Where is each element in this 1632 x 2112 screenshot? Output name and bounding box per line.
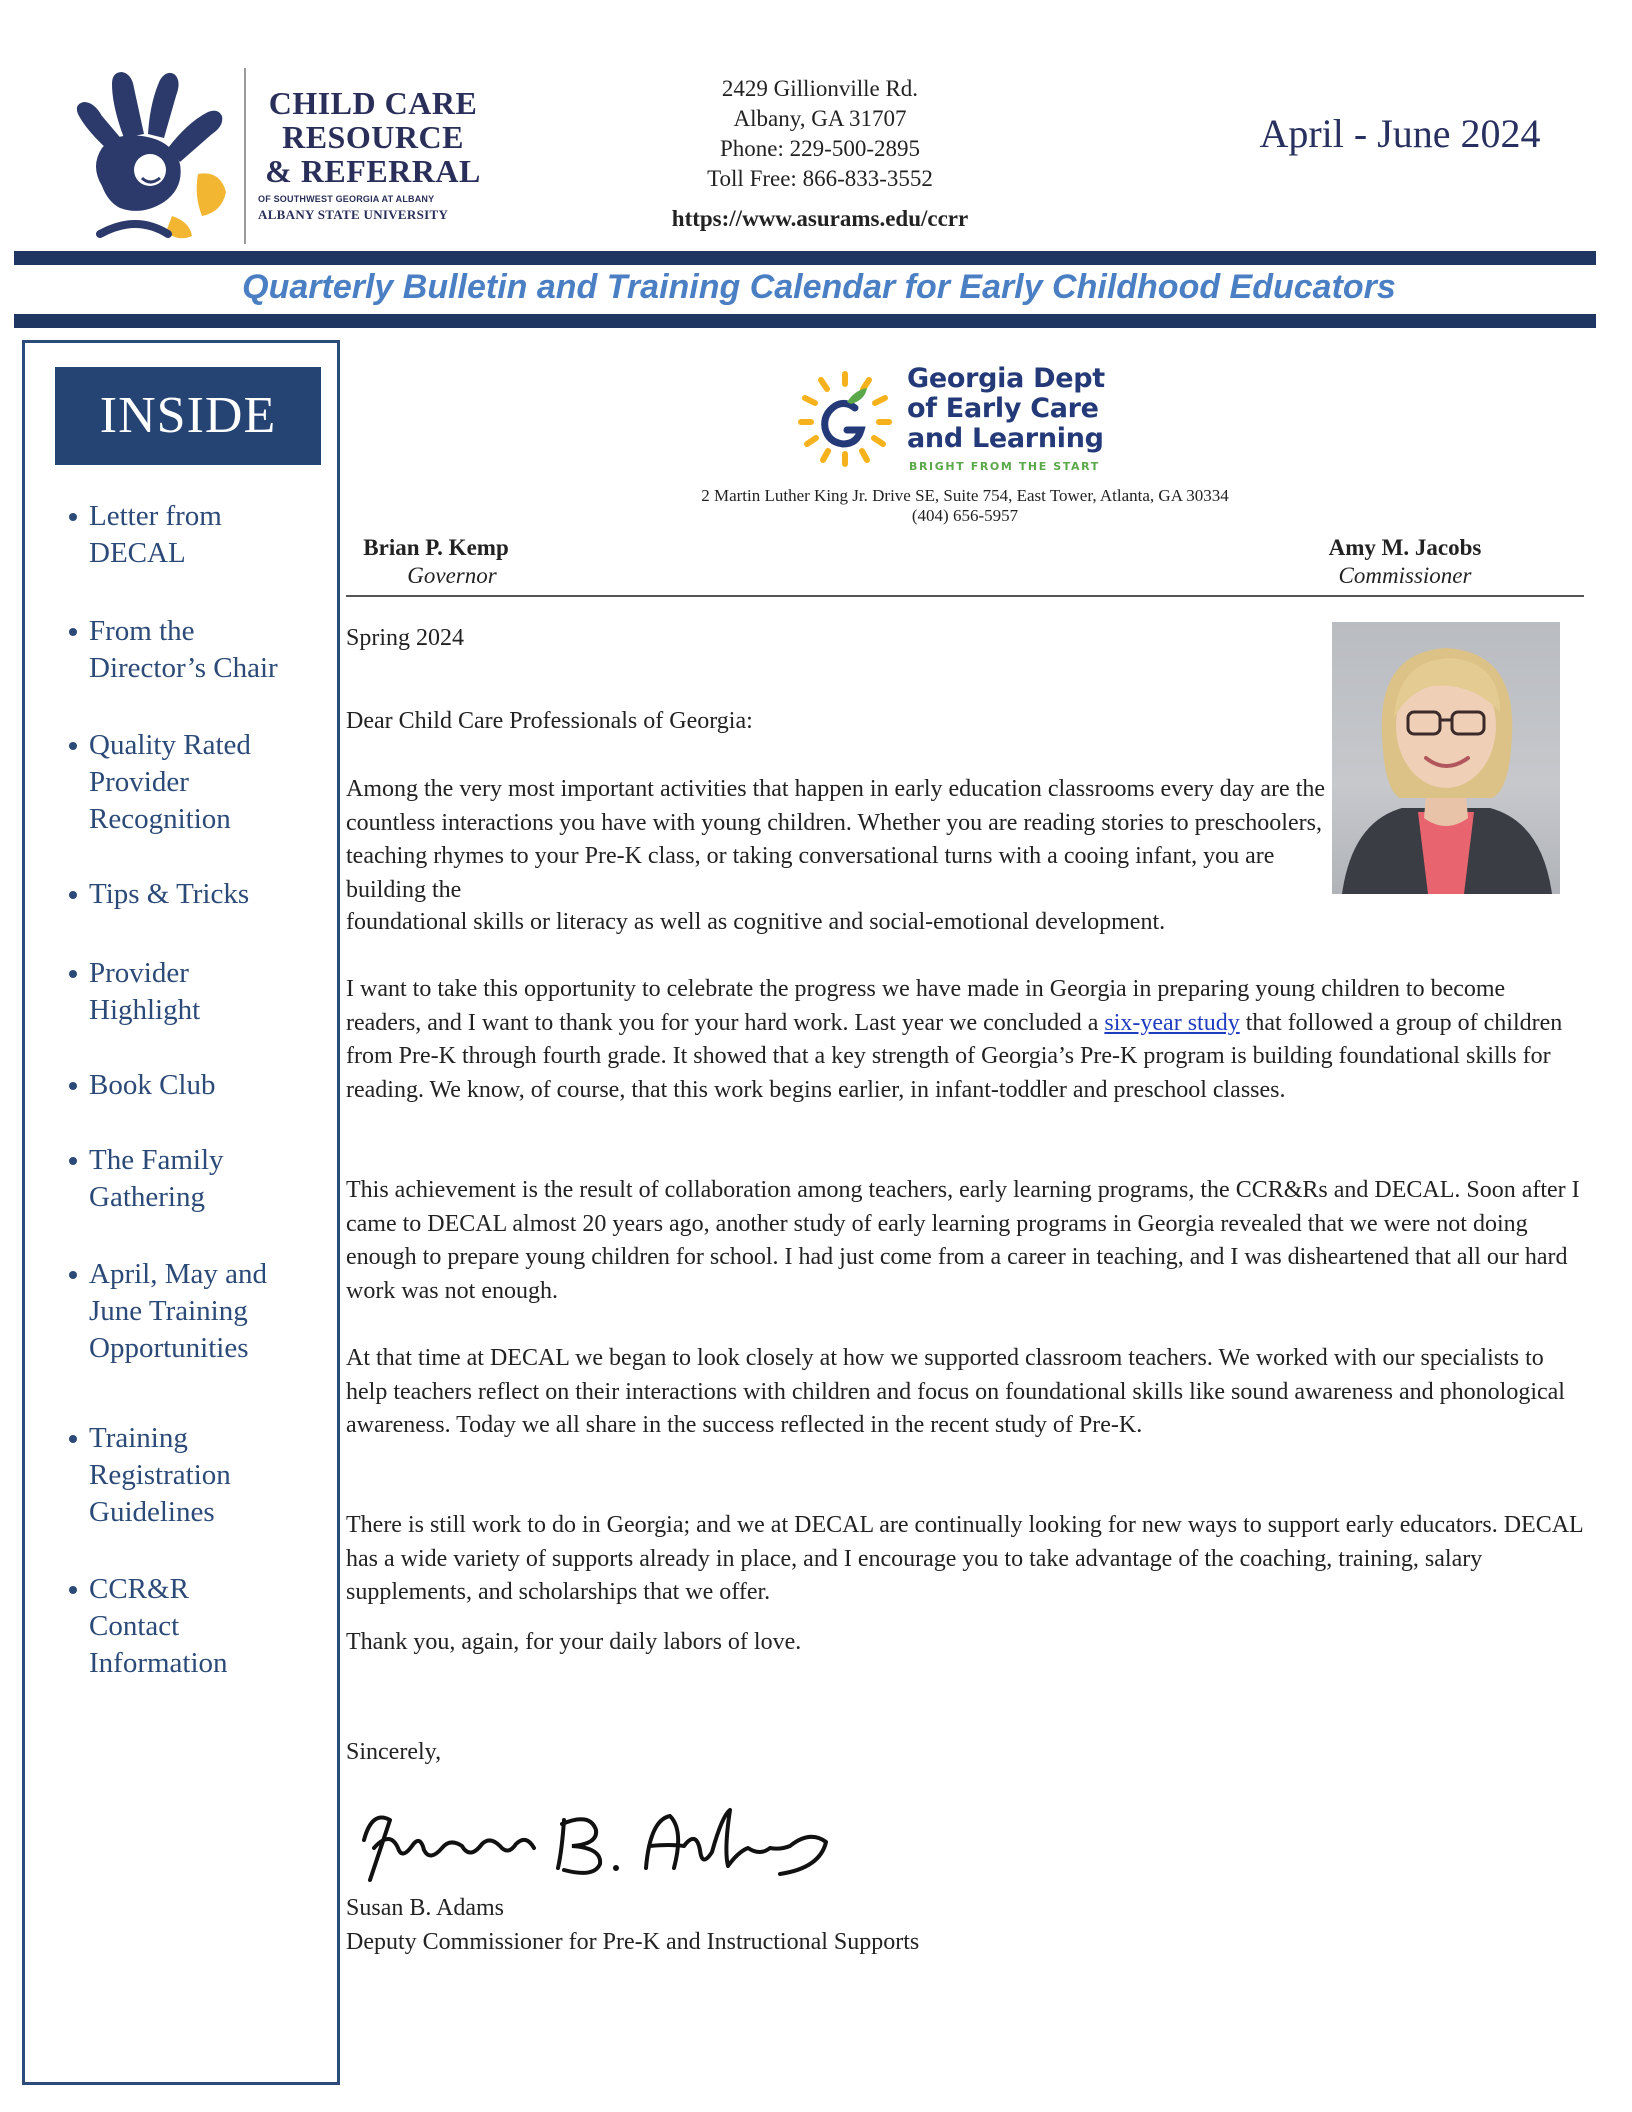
toc-item-line: April, May and: [89, 1258, 267, 1290]
website-link[interactable]: https://www.asurams.edu/ccrr: [671, 206, 969, 231]
ccrr-logo: [72, 60, 492, 250]
address-phone: Phone: 229-500-2895: [720, 136, 920, 161]
logo-divider: [244, 68, 246, 244]
sun-apple-logo-icon: [795, 368, 895, 468]
toc-item-letter-from-decal[interactable]: [65, 498, 335, 572]
decal-name-line: of Early Care: [907, 393, 1099, 424]
paragraph-text: I want to take this opportunity to celebrate the progress we have made in Georgia in preparing young children to become readers, and I want to thank you for your hard work. Last year we concluded a: [346, 976, 1506, 1036]
commissioner-block: [1300, 534, 1510, 590]
logo-line: RESOURCE: [282, 119, 464, 155]
decal-street: 2 Martin Luther King Jr. Drive SE, Suite 754, East Tower, Atlanta, GA 30334: [701, 486, 1229, 505]
bulletin-title: Quarterly Bulletin and Training Calendar for Early Childhood Educators: [242, 268, 1396, 306]
letterhead-divider: [346, 595, 1584, 597]
letter-paragraph-1-end: foundational skills or literacy as well as cognitive and social-emotional development.: [346, 909, 1166, 935]
governor-name: Brian P. Kemp: [363, 535, 509, 560]
handwritten-signature: [350, 1790, 850, 1900]
letter-closing: Sincerely,: [346, 1739, 442, 1765]
signer-title: Deputy Commissioner for Pre-K and Instructional Supports: [346, 1928, 920, 1955]
toc-item-contact-information[interactable]: [65, 1571, 335, 1682]
logo-title: [258, 86, 488, 188]
letter-paragraph-5: There is still work to do in Georgia; and we at DECAL are continually looking for new ways to support early educators. DECAL has a wide variety of supports already in place, and I encourage you to take advantage of the coaching, training, salary supplements, and scholarships that we offer.: [346, 1512, 1583, 1605]
commissioner-photo: [1332, 622, 1560, 894]
toc-item-line: June Training: [89, 1295, 248, 1327]
portrait-image: [1332, 622, 1560, 894]
toc-item-line: Opportunities: [89, 1332, 249, 1364]
decal-logo: [795, 360, 1135, 476]
toc-item-line: Guidelines: [89, 1496, 215, 1528]
bulletin-period: April - June 2024: [1259, 111, 1541, 156]
decal-tagline: BRIGHT FROM THE START: [909, 460, 1100, 473]
decal-phone: (404) 656-5957: [911, 506, 1019, 525]
governor-block: [346, 534, 526, 590]
header-bar-top: [14, 251, 1596, 265]
letter-paragraph-4: At that time at DECAL we began to look closely at how we supported classroom teachers. We worked with our specialists to help teachers reflect on their interactions with children and focus on foundational skills like sound awareness and phonological awareness. Today we all share in the success reflected in the recent study of Pre-K.: [346, 1345, 1565, 1438]
org-address: [600, 74, 1040, 234]
hand-logo-icon: [72, 66, 242, 244]
logo-university: ALBANY STATE UNIVERSITY: [258, 207, 449, 222]
address-street: 2429 Gillionville Rd.: [721, 76, 919, 101]
toc-item-line: CCR&R: [89, 1573, 189, 1605]
address-city: Albany, GA 31707: [733, 106, 907, 131]
signer-name: Susan B. Adams: [346, 1895, 505, 1921]
logo-subtitle: OF SOUTHWEST GEORGIA AT ALBANY: [258, 194, 435, 204]
inside-heading: INSIDE: [55, 367, 321, 465]
letter-paragraph-2: [346, 973, 1586, 1107]
letter-date: Spring 2024: [346, 625, 465, 651]
letter-paragraph-1: [346, 773, 1346, 907]
toc-item-line: Provider: [89, 766, 189, 798]
letter-paragraph-6: Thank you, again, for your daily labors of love.: [346, 1629, 802, 1655]
toc-item-line: Gathering: [89, 1181, 205, 1213]
inside-sidebar: [22, 340, 340, 2085]
toc-item-line: Tips & Tricks: [89, 878, 250, 910]
decal-address: [340, 486, 1590, 526]
decal-name-line: and Learning: [907, 423, 1104, 454]
toc-item-line: Information: [89, 1647, 228, 1679]
logo-line: & REFERRAL: [265, 153, 481, 189]
toc-item-line: Letter from: [89, 500, 222, 532]
toc-item-line: Highlight: [89, 994, 201, 1026]
address-toll-free: Toll Free: 866-833-3552: [707, 166, 933, 191]
paragraph-text: that followed a group of children from Pre-K through fourth grade. It showed that a key strength of Georgia’s Pre-K program is building foundational skills for reading. We know, of course, that this work begins earlier, in infant-toddler and preschool classes.: [346, 1009, 1563, 1103]
toc-item-line: The Family: [89, 1144, 224, 1176]
toc-item-line: Registration: [89, 1459, 231, 1491]
toc-item-line: Recognition: [89, 803, 231, 835]
toc-item-family-gathering[interactable]: [65, 1142, 335, 1216]
commissioner-title: Commissioner: [1338, 563, 1472, 588]
table-of-contents: [65, 498, 335, 1682]
decal-name: [907, 364, 1105, 454]
logo-line: CHILD CARE: [268, 85, 478, 121]
six-year-study-link[interactable]: six-year study: [1104, 1009, 1240, 1036]
toc-item-line: Contact: [89, 1610, 180, 1642]
toc-item-line: DECAL: [89, 537, 186, 569]
paragraph-text: Among the very most important activities that happen in early education classrooms every day are the countless interactions you have with young children. Whether you are reading stories to preschoolers, teaching rhymes to your Pre-K class, or taking conversational turns with a cooing infant, you are building the: [346, 776, 1326, 903]
commissioner-name: Amy M. Jacobs: [1328, 535, 1482, 560]
toc-item-training-opportunities[interactable]: [65, 1256, 335, 1367]
toc-item-line: Training: [89, 1422, 188, 1454]
signer-block: [346, 1892, 1586, 1959]
toc-item-line: From the: [89, 615, 195, 647]
letter-paragraph-3: This achievement is the result of collaboration among teachers, early learning programs, the CCR&Rs and DECAL. Soon after I came to DECAL almost 20 years ago, another study of early learning programs in Georgia revealed that we were not doing enough to prepare young children for school. I had just come from a career in teaching, and I was disheartened that all our hard work was not enough.: [346, 1177, 1580, 1304]
header-bar-bottom: [14, 314, 1596, 328]
toc-item-tips-tricks[interactable]: [65, 876, 335, 913]
toc-item-book-club[interactable]: [65, 1067, 335, 1104]
toc-item-provider-highlight[interactable]: [65, 955, 335, 1029]
letter-salutation: Dear Child Care Professionals of Georgia:: [346, 708, 753, 734]
toc-item-directors-chair[interactable]: [65, 613, 335, 687]
toc-item-line: Director’s Chair: [89, 652, 278, 684]
toc-item-registration-guidelines[interactable]: [65, 1420, 335, 1531]
decal-name-line: Georgia Dept: [907, 363, 1105, 394]
toc-item-line: Book Club: [89, 1069, 216, 1101]
toc-item-line: Quality Rated: [89, 729, 251, 761]
toc-item-line: Provider: [89, 957, 189, 989]
toc-item-quality-rated[interactable]: [65, 727, 335, 838]
governor-title: Governor: [407, 563, 497, 588]
